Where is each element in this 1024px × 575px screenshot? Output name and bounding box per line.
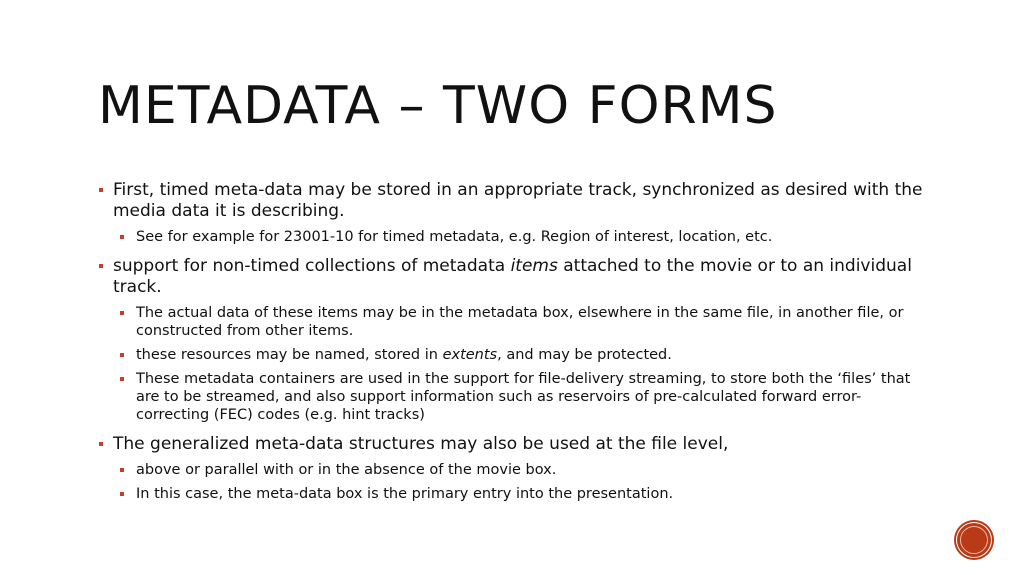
bullet-text: First, timed meta-data may be stored in an appropriate track, synchronized as desired with the media data it is describing. [113,180,923,221]
bullet-item [98,256,928,298]
sub-bullet-item [98,461,928,479]
bullet-text-emphasis: items [510,256,558,276]
bullet-marker-icon [99,188,103,192]
bullet-marker-icon [120,235,124,239]
slide-title: METADATA – TWO FORMS [98,76,778,136]
bullet-marker-icon [120,377,124,381]
bullet-item [98,434,928,455]
bullet-marker-icon [120,311,124,315]
bullet-marker-icon [99,264,103,268]
bullet-text-part: attached to the movie or to an individual track. [113,256,912,297]
sub-bullet-text: In this case, the meta-data box is the primary entry into the presentation. [136,486,674,502]
bullet-text: The generalized meta-data structures may also be used at the file level, [113,434,729,454]
sub-bullet-text: These metadata containers are used in the support for file-delivery streaming, to store both the ‘files’ that are to be streamed, and also support information such as reservoirs of pre-calculated forward error-correcting (FEC) codes (e.g. hint tracks) [136,371,911,423]
slide-body [98,180,928,503]
sub-bullet-item [98,370,928,424]
badge-ring-icon [960,526,988,554]
bullet-item [98,180,928,222]
sub-bullet-text-part: these resources may be named, stored in [136,347,443,363]
bullet-marker-icon [120,492,124,496]
sub-bullet-item [98,228,928,246]
sub-bullet-text-part: , and may be protected. [497,347,672,363]
slide-number-badge [956,522,992,558]
sub-bullet-text: See for example for 23001-10 for timed metadata, e.g. Region of interest, location, etc. [136,229,773,245]
sub-bullet-item [98,485,928,503]
sub-bullet-text-emphasis: extents [442,347,498,363]
sub-bullet-text: above or parallel with or in the absence of the movie box. [136,462,557,478]
sub-bullet-item [98,346,928,364]
sub-bullet-item [98,304,928,340]
bullet-text-part: support for non-timed collections of metadata [113,256,511,276]
bullet-marker-icon [120,353,124,357]
bullet-marker-icon [99,442,103,446]
sub-bullet-text: The actual data of these items may be in the metadata box, elsewhere in the same file, in another file, or constructed from other items. [136,305,904,339]
bullet-marker-icon [120,468,124,472]
